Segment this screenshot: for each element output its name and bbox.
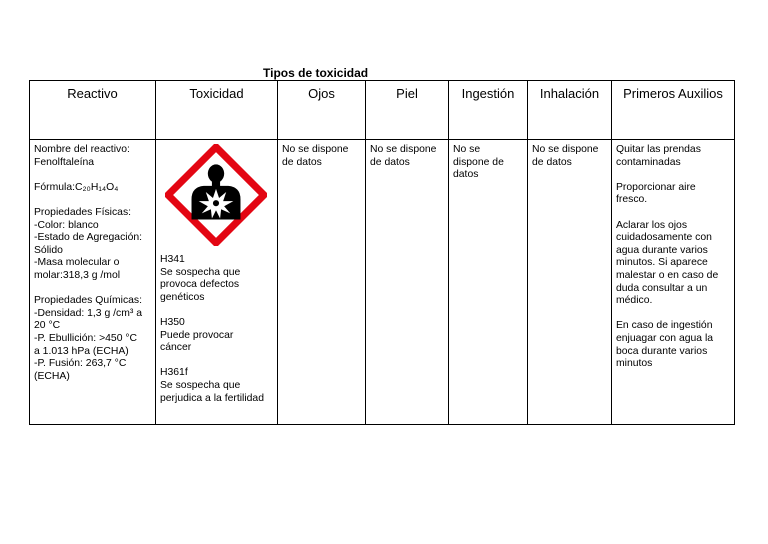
ojos-text-2: de datos — [282, 156, 322, 168]
reactivo-formula: Fórmula:C₂₀H₁₄O₄ — [34, 181, 119, 193]
auxilios-p3-4: minutos. Si aparece — [616, 257, 708, 269]
propiedad-densidad-1: -Densidad: 1,3 g /cm³ a — [34, 307, 142, 319]
cell-toxicidad — [156, 140, 278, 425]
hazard-h350-text-2: cáncer — [160, 342, 192, 354]
header-ingestion: Ingestión — [449, 81, 528, 140]
auxilios-p3-7: médico. — [616, 295, 653, 307]
propiedad-ebullicion-1: -P. Ebullición: >450 °C — [34, 332, 138, 344]
propiedad-ebullicion-2: a 1.013 hPa (ECHA) — [34, 345, 129, 357]
auxilios-p4-4: minutos — [616, 358, 653, 370]
ghs08-health-hazard-icon — [160, 144, 273, 246]
reactivo-nombre: Fenolftaleína — [34, 156, 95, 168]
header-ojos: Ojos — [278, 81, 366, 140]
auxilios-p4-3: boca durante varios — [616, 345, 708, 357]
propiedad-fusion-1: -P. Fusión: 263,7 °C — [34, 358, 127, 370]
propiedades-quimicas-title: Propiedades Químicas: — [34, 295, 143, 307]
auxilios-p1-1: Quitar las prendas — [616, 144, 701, 155]
auxilios-p3-2: cuidadosamente con — [616, 232, 712, 244]
propiedad-estado: Sólido — [34, 244, 63, 256]
ingestion-text-1: No se — [453, 144, 481, 155]
ingestion-text-3: datos — [453, 169, 479, 181]
propiedad-fusion-2: (ECHA) — [34, 370, 70, 382]
hazard-h350-text-1: Puede provocar — [160, 329, 234, 341]
hazard-h350-code: H350 — [160, 316, 185, 328]
auxilios-p3-1: Aclarar los ojos — [616, 219, 688, 231]
propiedades-fisicas-title: Propiedades Físicas: — [34, 206, 132, 218]
table-row — [30, 140, 735, 425]
document-title: Tipos de toxicidad — [263, 66, 369, 80]
hazard-h341-text-3: genéticos — [160, 291, 205, 303]
cell-inhalacion — [528, 140, 612, 425]
propiedad-masa: molar:318,3 g /mol — [34, 269, 121, 281]
auxilios-p2-1: Proporcionar aire — [616, 181, 696, 193]
piel-text-1: No se dispone — [370, 144, 437, 155]
inhalacion-text-2: de datos — [532, 156, 572, 168]
cell-ingestion — [449, 140, 528, 425]
propiedad-densidad-2: 20 °C — [34, 320, 61, 332]
cell-ojos — [278, 140, 366, 425]
auxilios-p4-2: enjuagar con agua la — [616, 332, 714, 344]
reactivo-nombre-label: Nombre del reactivo: — [34, 144, 130, 155]
piel-text-2: de datos — [370, 156, 410, 168]
inhalacion-text-1: No se dispone — [532, 144, 599, 155]
cell-reactivo — [30, 140, 156, 425]
hazard-h341-code: H341 — [160, 254, 185, 265]
header-toxicidad: Toxicidad — [156, 81, 278, 140]
propiedad-color: -Color: blanco — [34, 219, 99, 231]
header-inhalacion: Inhalación — [528, 81, 612, 140]
hazard-h361f-code: H361f — [160, 367, 188, 379]
toxicity-table — [29, 80, 735, 425]
auxilios-p3-3: agua durante varios — [616, 244, 708, 256]
header-piel: Piel — [366, 81, 449, 140]
hazard-h341-text-1: Se sospecha que — [160, 266, 241, 278]
auxilios-p4-1: En caso de ingestión — [616, 320, 713, 332]
cell-primeros-auxilios — [612, 140, 735, 425]
hazard-h361f-text-2: perjudica a la fertilidad — [160, 392, 264, 404]
auxilios-p2-2: fresco. — [616, 194, 648, 206]
header-primeros-auxilios: Primeros Auxilios — [612, 81, 735, 140]
cell-piel — [366, 140, 449, 425]
ingestion-text-2: dispone de — [453, 156, 504, 168]
auxilios-p3-6: duda consultar a un — [616, 282, 708, 294]
hazard-h361f-text-1: Se sospecha que — [160, 379, 241, 391]
header-reactivo: Reactivo — [30, 81, 156, 140]
table-header-row — [30, 81, 735, 140]
propiedad-masa-label: -Masa molecular o — [34, 257, 120, 269]
ojos-text-1: No se dispone — [282, 144, 349, 155]
auxilios-p1-2: contaminadas — [616, 156, 681, 168]
hazard-h341-text-2: provoca defectos — [160, 279, 240, 291]
auxilios-p3-5: malestar o en caso de — [616, 269, 719, 281]
propiedad-estado-label: -Estado de Agregación: — [34, 232, 143, 244]
